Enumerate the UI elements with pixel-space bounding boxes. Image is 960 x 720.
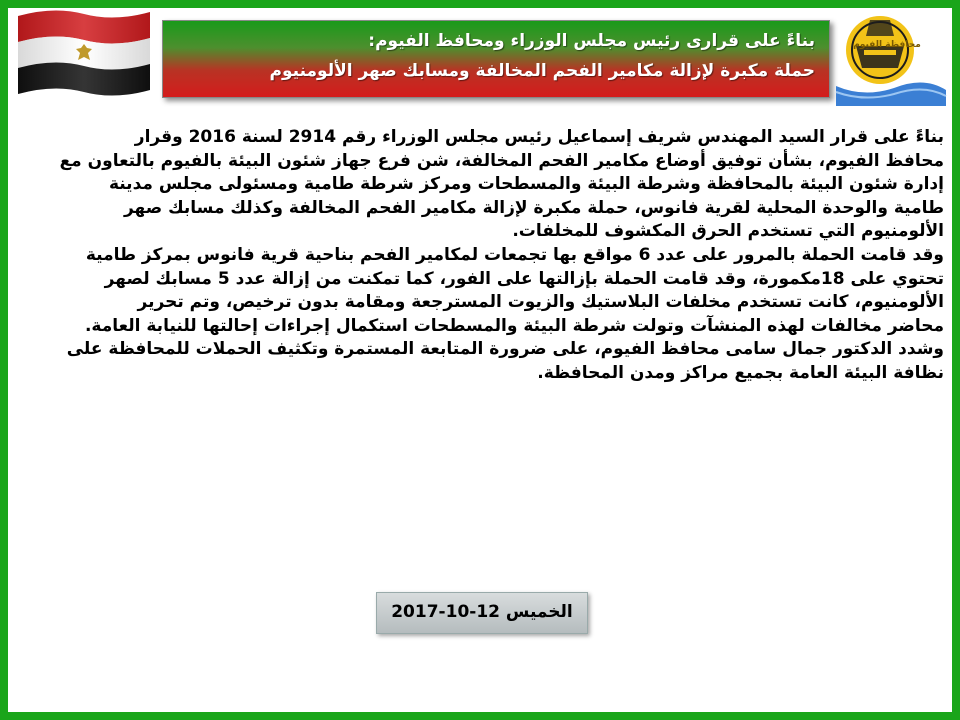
header-title-line-2: حملة مكبرة لإزالة مكامير الفحم المخالفة ومسابك صهر الألومنيوم (269, 61, 815, 81)
article-line: تحتوي على 18مكمورة، وقد قامت الحملة بإزالتها على الفور، كما تمكنت من إزالة عدد 5 مسابك لصهر (104, 268, 944, 289)
article-line: نظافة البيئة العامة بجميع مراكز ومدن المحافظة. (537, 362, 944, 383)
article-line: بناءً على قرار السيد المهندس شريف إسماعيل رئيس مجلس الوزراء رقم 2914 لسنة 2016 وقرار (134, 127, 944, 147)
article-line: محافظ الفيوم، بشأن توفيق أوضاع مكامير الفحم المخالفة، شن فرع جهاز شئون البيئة بالفيوم بالتعاون مع (59, 150, 944, 171)
article-line: محاضر مخالفات لهذه المنشآت وتولت شرطة البيئة والمسطحات استكمال إجراءات إحالتها للنيابة العامة. (84, 315, 944, 336)
article-line: الألومنيوم التي تستخدم الحرق المكشوف للمخلفات. (512, 221, 944, 242)
article-line: إدارة شئون البيئة بالمحافظة وشرطة البيئة والمسطحات ومركز شرطة طامية ومسئولى مجلس مدينة (108, 174, 944, 195)
logo-text: محافظة الفيوم (853, 40, 921, 50)
article-line: الألومنيوم، كانت تستخدم مخلفات البلاستيك والزيوت المسترجعة ومقامة بدون ترخيص، وتم تحرير (137, 292, 944, 313)
article-line: طامية والوحدة المحلية لقرية فانوس، حملة مكبرة لإزالة مكامير الفحم المخالفة وكذلك مسابك صهر (123, 197, 944, 218)
publish-date: الخميس 12-10-2017 (391, 602, 573, 622)
fayoum-logo-icon (834, 6, 948, 106)
article-line: وقد قامت الحملة بالمرور على عدد 6 مواقع بها تجمعات لمكامير الفحم بناحية قرية فانوس بمركز طامية (85, 244, 944, 265)
egypt-flag-icon (14, 6, 154, 100)
article-body (36, 126, 944, 386)
header-banner (162, 20, 830, 98)
date-box (376, 592, 588, 634)
header-title-line-1: بناءً على قرارى رئيس مجلس الوزراء ومحافظ الفيوم: (368, 31, 815, 51)
article-line: وشدد الدكتور جمال سامى محافظ الفيوم، على ضرورة المتابعة المستمرة وتكثيف الحملات للمحافظة على (66, 339, 944, 360)
